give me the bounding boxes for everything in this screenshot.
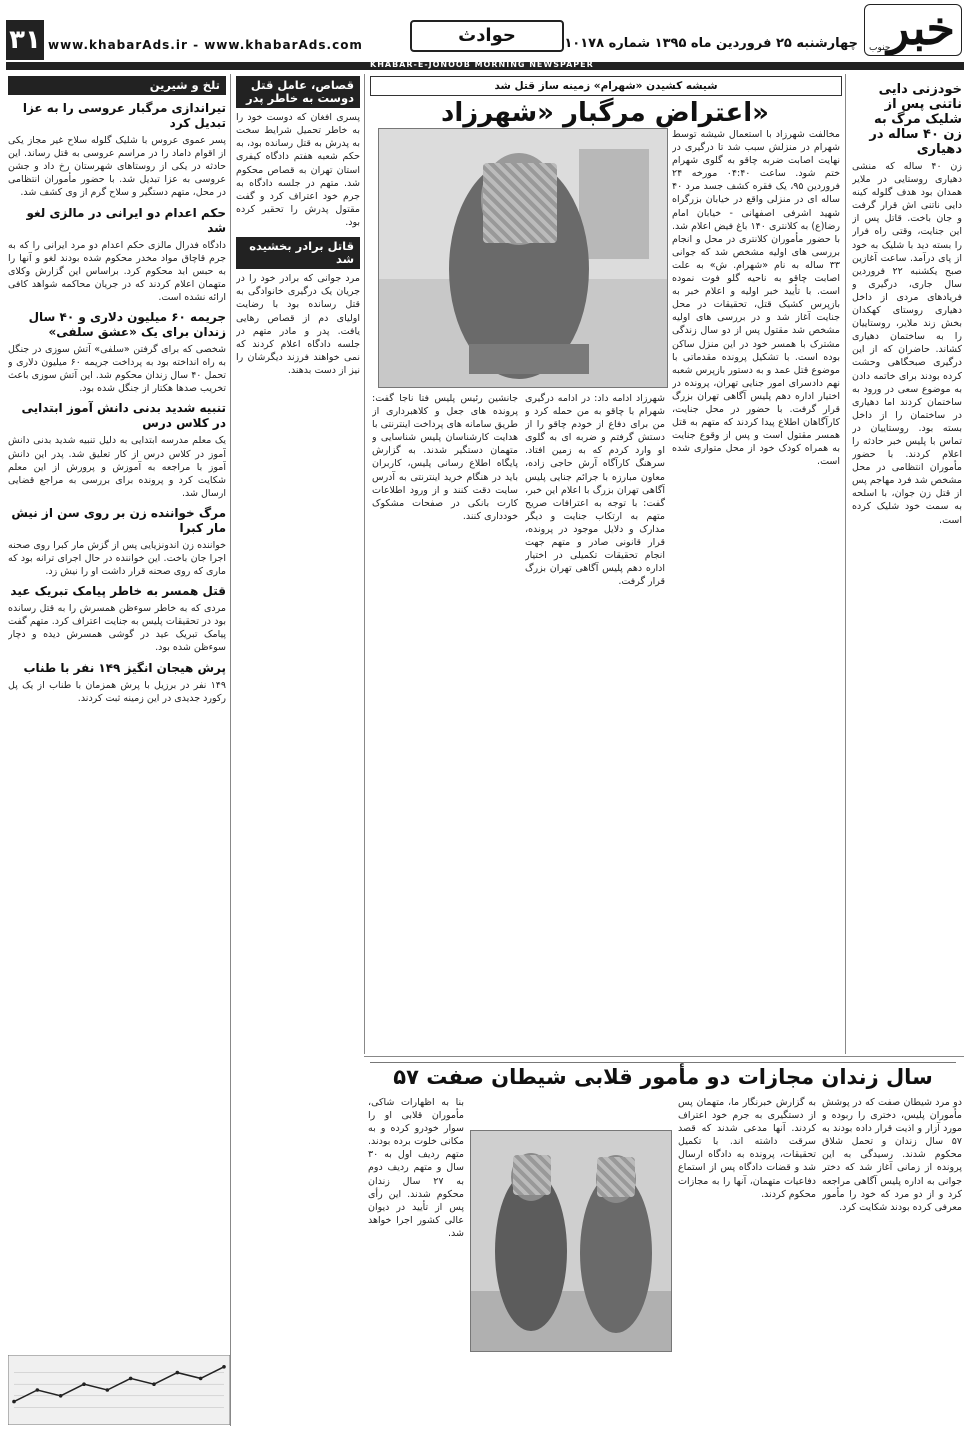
column-rule	[845, 74, 846, 1054]
bottom-col2	[678, 1096, 816, 1424]
col2-story2-title: قاتل برادر بخشیده شد	[236, 237, 360, 269]
section-title: حوادث	[410, 20, 564, 52]
english-name: KHABAR-E-JONOOB MORNING NEWSPAPER	[370, 60, 594, 69]
face-blur	[483, 163, 557, 243]
chart-point	[129, 1377, 133, 1381]
site-url[interactable]: www.khabarAds.ir - www.khabarAds.com	[48, 38, 363, 52]
logo-sub: جنوب	[869, 43, 891, 53]
chart-point	[36, 1388, 40, 1392]
right-story-title: خودزنی دایی ناتنی پس از شلیک مرگ به زن ۴۰ ساله در دهیاری	[869, 82, 962, 157]
story4-title: تنبیه شدید بدنی دانش آموز ابتدایی در کلاس درس	[21, 401, 226, 431]
left-col1	[8, 76, 226, 1351]
bottom-headline: ۵۷ سال زندان مجازات دو مأمور قلابی شیطان صفت	[370, 1062, 956, 1089]
chart-point	[222, 1365, 226, 1369]
main-col1-text: مخالفت شهرزاد با استعمال شیشه توسط شهرام در منزلش سبب شد تا درگیری در نهایت اصابت ضربه چاقو به گلوی شهرام ختم شود. ساعت ۰۴:۴۰ مورخه ۲۴ فروردین ۹۵، یک فقره کشف جسد مرد ۴۰ ساله ای در منزلی واقع در خیابان بزرگراه شهید اشرفی اصفهانی - خیابان امام رضا(ع) به کلانتری ۱۴۰ باغ فیض اعلام شد. با حضور مأموران کلانتری در محل و انجام بررسی های اولیه مشخص شد که جوانی ۳۳ ساله به نام «شهرام. ش» به علت اصابت چاقو به ناحیه گلو فوت نموده است. با تأیید خبر اولیه و اعلام خبر به بازپرس کشیک قتل، تحقیقات در محل جنایت آغاز شد و در بررسی های اولیه مشخص شد مقتول پس از دو سال زندگی مشترک با همسر خود در این منزل ساکن بوده است. با تشکیل پرونده مقدماتی با موضوع قتل عمد و به دستور بازپرس شعبه نهم دادسرای امور جنایی تهران، پرونده در اختیار اداره دهم پلیس آگاهی تهران بزرگ قرار گرفت. با حضور در محل جنایت، کارآگاهان اطلاع پیدا کردند که متهم به قتل همسر مقتول است و پس از وقوع جنایت به همراه کودک خود از محل متواری شده است.	[672, 129, 840, 468]
bottom-col1-text: دو مرد شیطان صفت که در پوشش مأموران پلیس، دختری را ربوده و مورد آزار و اذیت قرار داده بودند به ۵۷ سال زندان و تحمل شلاق محکوم شدند. رسیدگی به این پرونده از زمانی آغاز شد که دختر جوانی به اداره پلیس آگاهی مراجعه کرد و از دو مرد که خود را مأمور معرفی کرده بودند شکایت کرد.	[822, 1097, 962, 1213]
chart-point	[106, 1388, 110, 1392]
story1-title: تیراندازی مرگبار عروسی را به عزا تبدیل کرد	[22, 101, 226, 131]
story2-text: دادگاه فدرال مالزی حکم اعدام دو مرد ایرانی را که به جرم قاچاق مواد مخدر محکوم شده بودند لغو و آنها را به حبس ابد محکوم کرد. براساس این گزارش وکلای متهمان اعلام کردند که در جریان محاکمه شواهد کافی ارائه نشده است.	[8, 239, 226, 303]
story5-title: مرگ خواننده زن بر روی سن از نیش مار کبرا	[11, 505, 226, 535]
story6-text: مردی که به خاطر سوءظن همسرش را به قتل رسانده بود در تحقیقات پلیس به جنایت اعتراف کرد. متهم گفت پیامک تبریک عید در گوشی همسرش دیده و دچار سوءظن شده بود.	[8, 603, 226, 654]
face-blur	[513, 1155, 551, 1195]
main-col3-text: جانشین رئیس پلیس فتا ناجا گفت: پرونده های جعل و کلاهبرداری از طریق سامانه های پرداخت اینترنتی با هدایت کارشناسان پلیس شناسایی و متهمان دستگیر شدند. به گزارش پایگاه اطلاع رسانی پلیس، کاربران باید در هنگام خرید اینترنتی به آدرس سایت دقت کنند و از ورود اطلاعات کارت بانکی در صفحات مشکوک خودداری کنند.	[372, 393, 518, 522]
right-column	[852, 76, 962, 1051]
bottom-col3	[368, 1096, 464, 1424]
column-rule	[230, 74, 231, 1426]
story1-text: پسر عموی عروس با شلیک گلوله سلاح غیر مجاز یکی از اقوام داماد را در مراسم عروسی به قتل رساند. این حادثه در یکی از روستاهای شهرستان رخ داد و جشن عروسی به عزا تبدیل شد. با حضور مأموران انتظامی در محل، متهم دستگیر و سلاح گرم از وی کشف شد.	[8, 135, 226, 199]
col2-story1-text: پسری افغان که دوست خود را به خاطر تحمیل شرایط سخت به پدرش به قتل رسانده بود، به حکم شعبه هفتم دادگاه کیفری استان تهران به قصاص محکوم شد. متهم در جلسه دادگاه به جرم خود اعتراف کرد و گفت مقتول پدرش را تحقیر کرده بود.	[236, 112, 360, 228]
col2-story1-title: قصاص، عامل قتل دوست به خاطر پدر	[236, 76, 360, 108]
chart-point	[59, 1394, 63, 1398]
chart-point	[176, 1371, 180, 1375]
chart-point	[82, 1382, 86, 1386]
masthead-logo	[864, 4, 962, 56]
page-number: ۳۱	[6, 20, 44, 60]
story4-text: یک معلم مدرسه ابتدایی به دلیل تنبیه شدید بدنی دانش آموز در کلاس درس از کار تعلیق شد. پدر این دانش آموز با مراجعه به آموزش و پرورش از این معلم شکایت کرد و پرونده برای بررسی به مراجع قضایی ارسال شد.	[8, 435, 226, 499]
main-col2-text: شهرزاد ادامه داد: در ادامه درگیری شهرام با چاقو به من حمله کرد و من برای دفاع از خودم چاقو را از دستش گرفتم و ضربه ای به گلوی او وارد کردم که به زمین افتاد. سرهنگ کارآگاه آرش حاجی زاده، معاون مبارزه با جرائم جنایی پلیس آگاهی تهران بزرگ با اعلام این خبر، گفت: با توجه به اعترافات صریح متهم به ارتکاب جنایت و دیگر مدارک و دلایل موجود در پرونده، قرار قانونی صادر و متهم جهت انجام تحقیقات تکمیلی در اختیار اداره دهم پلیس آگاهی تهران بزرگ قرار گرفت.	[525, 393, 665, 588]
col2-story2-text: مرد جوانی که برادر خود را در جریان یک درگیری خانوادگی به قتل رسانده بود با رضایت اولیای دم از قصاص رهایی یافت. پدر و مادر متهم در جلسه دادگاه اعلام کردند که نمی خواهند فرزند دیگرشان را نیز از دست بدهند.	[236, 273, 360, 376]
bottom-photo-illustration	[471, 1131, 671, 1351]
bottom-col1	[822, 1096, 962, 1424]
dateline: چهارشنبه ۲۵ فروردین ماه ۱۳۹۵ شماره ۱۰۱۷۸	[564, 36, 858, 51]
bottom-col2-text: به گزارش خبرنگار ما، متهمان پس از دستگیری به جرم خود اعتراف کردند. آنها مدعی شدند که قصد سرقت داشته اند. با تکمیل تحقیقات، پرونده به دادگاه ارسال شد و قضات دادگاه پس از استماع دفاعیات متهمان، آنها را به مجازات محکوم کردند.	[678, 1097, 816, 1200]
jump-chart	[8, 1355, 230, 1425]
bottom-photo	[470, 1130, 672, 1352]
section-rule	[364, 1056, 964, 1057]
story7-title: پرش هیجان انگیز ۱۴۹ نفر با طناب	[23, 660, 226, 675]
story3-text: شخصی که برای گرفتن «سلفی» آتش سوزی در جنگل به راه انداخته بود به پرداخت جریمه ۶۰ میلیون دلاری و تحمل ۴۰ سال زندان محکوم شد. این آتش سوزی باعث تخریب صدها هکتار از جنگل شده بود.	[8, 344, 226, 395]
chart-point	[199, 1377, 203, 1381]
box-title: تلخ و شیرین	[8, 76, 226, 95]
main-headline: اعتراض مرگبار «شهرزاد»	[441, 98, 769, 128]
chart-point	[12, 1400, 16, 1404]
story7-text: ۱۴۹ نفر در برزیل با پرش همزمان با طناب از یک پل رکورد جدیدی در این زمینه ثبت کردند.	[8, 679, 226, 704]
main-col2	[525, 392, 665, 1050]
story2-title: حکم اعدام دو ایرانی در مالزی لغو شد	[26, 205, 226, 235]
main-col1	[672, 128, 840, 1050]
story3-title: جریمه ۶۰ میلیون دلاری و ۴۰ سال زندان برای یک «عشق سلفی»	[28, 310, 226, 340]
main-kicker: شیشه کشیدن «شهرام» زمینه ساز قتل شد	[370, 76, 842, 96]
story6-title: قتل همسر به خاطر پیامک تبریک عید	[10, 584, 226, 599]
main-photo	[378, 128, 668, 388]
main-col3	[372, 392, 518, 1050]
face-blur	[597, 1157, 635, 1197]
logo-text: خبر	[887, 4, 955, 55]
right-story-text: زن ۴۰ ساله که منشی دهیاری روستایی در ملایر همدان بود هدف گلوله کینه دایی ناتنی اش قرار گرفت و جان باخت. قاتل پس از این جنایت، وقتی راه فرار را بسته دید با شلیک به خود از پای درآمد. ساعت آغازین صبح یکشنبه ۲۲ فروردین سال جاری، درگیری و فریادهای مردی از داخل دهیاری روستای کهکدان بخش زند ملایر، روستاییان را به ساختمان دهیاری کشاند. حاضران که از این درگیری صبحگاهی وحشت کرده بودند برای خاتمه دادن به موضوع سعی در ورود به ساختمان کردند اما دهیاری در ساختمان را از داخل بسته بود. روستاییان در تماس با پلیس خبر حادثه را اعلام کردند. با حضور مأموران انتظامی در محل مشخص شد فرد مهاجم پس از قتل زن جوان، با اسلحه به سمت خود شلیک کرده است.	[852, 161, 962, 526]
column-rule	[364, 74, 365, 1054]
chart-point	[152, 1382, 156, 1386]
bottom-col3-text: بنا به اظهارات شاکی، مأموران قلابی او را سوار خودرو کرده و به مکانی خلوت برده بودند. متهم ردیف اول به ۳۰ سال و متهم ردیف دوم به ۲۷ سال زندان محکوم شدند. این رأی پس از تأیید در دیوان عالی کشور اجرا خواهد شد.	[368, 1097, 464, 1239]
story5-text: خواننده زن اندونزیایی پس از گزش مار کبرا روی صحنه اجرا جان باخت. این خواننده در حال اجرای ترانه بود که ماری که روی صحنه قرار داشت او را نیش زد.	[8, 539, 226, 578]
left-col2	[236, 76, 360, 1426]
